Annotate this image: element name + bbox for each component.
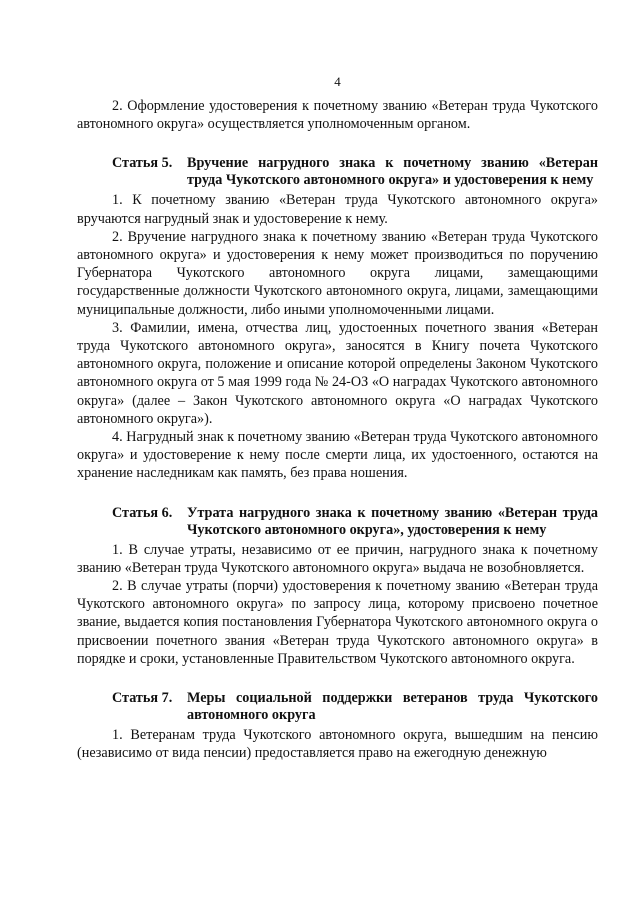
article-title: Утрата нагрудного знака к почетному званию «Ветеран труда Чукотского автономного округа», удостоверения к нему	[187, 504, 598, 538]
article-number: Статья 7.	[112, 690, 173, 707]
article-title: Вручение нагрудного знака к почетному званию «Ветеран труда Чукотского автономного округа» и удостоверения к нему	[187, 155, 598, 189]
article-5-heading	[112, 155, 598, 189]
article-number: Статья 6.	[112, 504, 173, 521]
article-6-heading	[112, 505, 598, 539]
article-5-paragraph-3: 3. Фамилии, имена, отчества лиц, удостоенных почетного звания «Ветеран труда Чукотского автономного округа», заносятся в Книгу почета Чукотского автономного округа, положение и описание которой определены Законом Чукотского автономного округа от 5 мая 1999 года № 24-ОЗ «О наградах Чукотского автономного округа» (далее – Закон Чукотского автономного округа «О наградах Чукотского автономного округа»).	[77, 319, 598, 427]
article-6-paragraph-2: 2. В случае утраты (порчи) удостоверения к почетному званию «Ветеран труда Чукотского автономного округа» по запросу лица, которому присвоено почетное звание, выдается копия постановления Губернатора Чукотского автономного округа о присвоении почетного звания «Ветеран труда Чукотского автономного округа» в порядке и сроки, установленные Правительством Чукотского автономного округа.	[77, 578, 598, 667]
document-body	[77, 97, 598, 762]
article-5-paragraph-4: 4. Нагрудный знак к почетному званию «Ветеран труда Чукотского автономного округа» и удостоверение к нему после смерти лица, их удостоенного, остаются на хранение наследникам как память, без права ношения.	[77, 429, 598, 482]
article-5-paragraph-2: 2. Вручение нагрудного знака к почетному званию «Ветеран труда Чукотского автономного округа» и удостоверения к нему может производиться по поручению Губернатора Чукотского автономного округа лицами, замещающими государственные должности Чукотского автономного округа, лицами, замещающими муниципальные должности, либо иными уполномоченными лицами.	[77, 228, 598, 318]
article-6-paragraph-1: 1. В случае утраты, независимо от ее причин, нагрудного знака к почетному званию «Ветеран труда Чукотского автономного округа» выдача не возобновляется.	[77, 541, 598, 576]
intro-paragraph: 2. Оформление удостоверения к почетному званию «Ветеран труда Чукотского автономного округа» осуществляется уполномоченным органом.	[77, 98, 598, 133]
article-number: Статья 5.	[112, 155, 173, 172]
article-7-heading	[112, 690, 598, 724]
article-5-paragraph-1: 1. К почетному званию «Ветеран труда Чукотского автономного округа» вручаются нагрудный знак и удостоверение к нему.	[77, 192, 598, 227]
article-7-paragraph-1: 1. Ветеранам труда Чукотского автономного округа, вышедшим на пенсию (независимо от вида пенсии) предоставляется право на ежегодную денежную	[77, 727, 598, 762]
article-title: Меры социальной поддержки ветеранов труда Чукотского автономного округа	[187, 690, 598, 724]
page-number: 4	[334, 74, 341, 89]
